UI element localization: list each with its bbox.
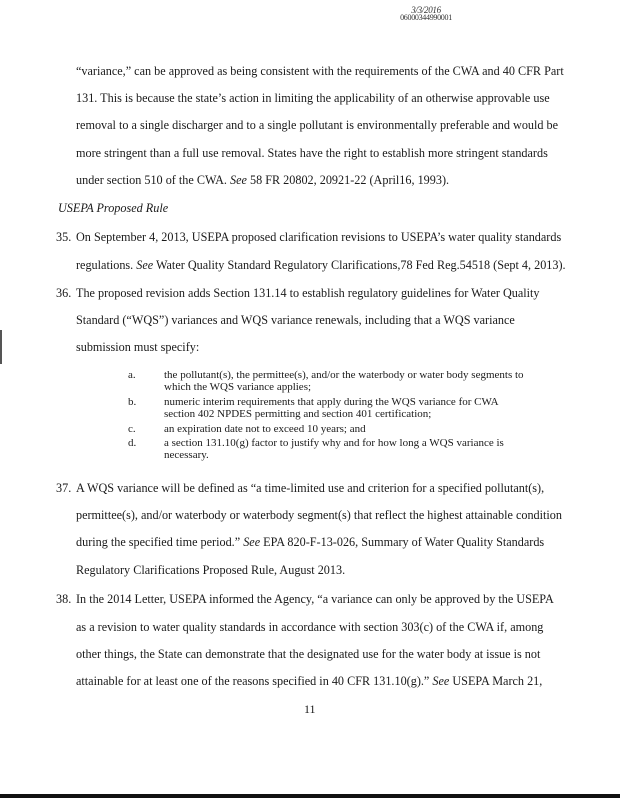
paragraph-number: 37.: [56, 481, 72, 495]
paragraph-line: submission must specify:: [76, 340, 200, 354]
paragraph-number: 38.: [56, 592, 72, 606]
continuation-line: more stringent than a full use removal. States have the right to establish more stringent standards: [76, 146, 548, 160]
list-item-line: which the WQS variance applies;: [164, 381, 312, 393]
list-item-label: a.: [128, 369, 136, 381]
paragraph-line: regulations. See Water Quality Standard Regulatory Clarifications,78 Fed Reg.54518 (Sept 4, 2013).: [76, 258, 566, 272]
list-item-line: section 402 NPDES permitting and section 401 certification;: [164, 408, 432, 420]
list-item-label: d.: [128, 437, 137, 449]
paragraph-line: In the 2014 Letter, USEPA informed the Agency, “a variance can only be approved by the USEPA: [76, 592, 554, 606]
paragraph-line: On September 4, 2013, USEPA proposed clarification revisions to USEPA’s water quality standards: [76, 230, 562, 244]
stamp-date: 3/3/2016: [411, 5, 441, 15]
electronic-filing-stamp: [388, 6, 464, 24]
page-number: 11: [304, 702, 316, 716]
stamp-id: 06000344990001: [400, 13, 452, 22]
section-heading: USEPA Proposed Rule: [58, 201, 169, 215]
scan-bottom-border: [0, 794, 620, 798]
list-item-line: numeric interim requirements that apply during the WQS variance for CWA: [164, 396, 499, 408]
paragraph-line: other things, the State can demonstrate that the designated use for the water body at issue is not: [76, 647, 541, 661]
paragraph-line: The proposed revision adds Section 131.14 to establish regulatory guidelines for Water Quality: [76, 286, 540, 300]
paragraph-line: permittee(s), and/or waterbody or waterbody segment(s) that reflect the highest attainable condition: [76, 508, 562, 522]
paragraph-line: Regulatory Clarifications Proposed Rule, August 2013.: [76, 563, 346, 577]
list-item-line: a section 131.10(g) factor to justify why and for how long a WQS variance is: [164, 437, 504, 449]
list-item-label: c.: [128, 423, 136, 435]
list-item-line: the pollutant(s), the permittee(s), and/or the waterbody or water body segments to: [164, 369, 524, 381]
scan-edge-mark: [0, 330, 2, 364]
paragraph-number: 36.: [56, 286, 72, 300]
continuation-line: removal to a single discharger and to a single pollutant is environmentally preferable and would be: [76, 118, 559, 132]
paragraph-line: A WQS variance will be defined as “a time-limited use and criterion for a specified pollutant(s),: [76, 481, 545, 495]
paragraph-line: Standard (“WQS”) variances and WQS variance renewals, including that a WQS variance: [76, 313, 515, 327]
paragraph-line: during the specified time period.” See EPA 820-F-13-026, Summary of Water Quality Standards: [76, 535, 545, 549]
continuation-line: “variance,” can be approved as being consistent with the requirements of the CWA and 40 CFR Part: [76, 64, 564, 78]
list-item-label: b.: [128, 396, 137, 408]
continuation-line: 131. This is because the state’s action in limiting the applicability of an otherwise approvable use: [76, 91, 550, 105]
continuation-line: under section 510 of the CWA. See 58 FR 20802, 20921-22 (April16, 1993).: [76, 173, 450, 187]
list-item-line: an expiration date not to exceed 10 years; and: [164, 423, 366, 435]
paragraph-line: attainable for at least one of the reasons specified in 40 CFR 131.10(g).” See USEPA March 21,: [76, 674, 543, 688]
list-item-line: necessary.: [164, 449, 209, 461]
paragraph-number: 35.: [56, 230, 72, 244]
paragraph-line: as a revision to water quality standards in accordance with section 303(c) of the CWA if, among: [76, 620, 544, 634]
